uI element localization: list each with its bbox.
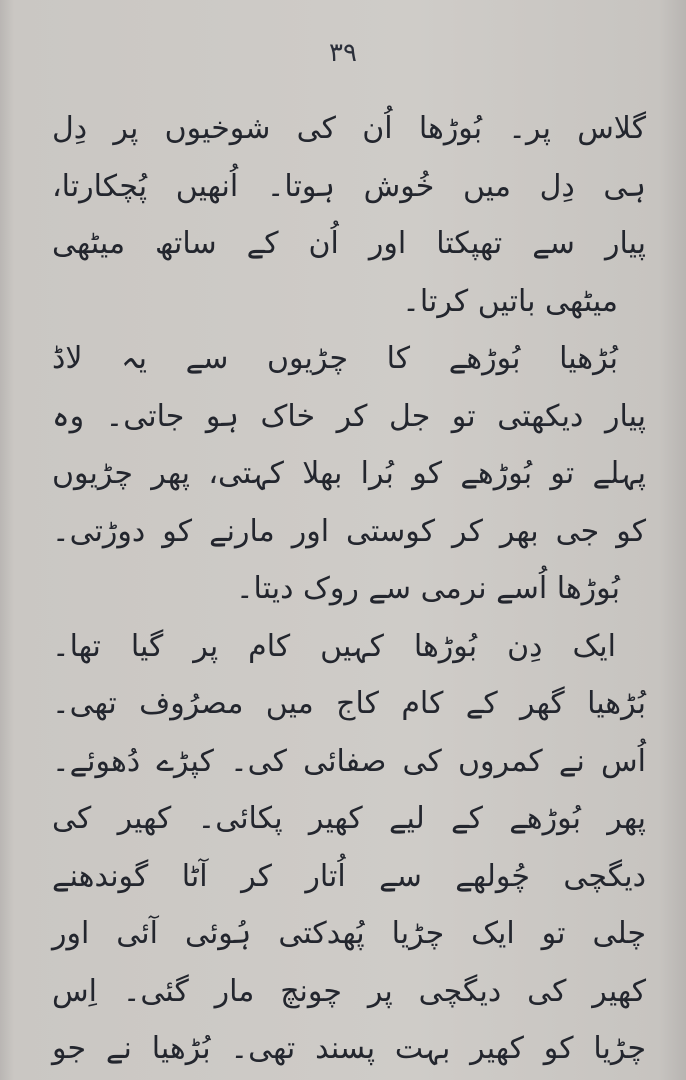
page-text (52, 100, 646, 1078)
text-line: بُوڑھا اُسے نرمی سے روک دیتا۔ (235, 571, 620, 606)
text-line: دیگچی چُولھے سے اُتار کر آٹا گوندھنے (52, 858, 646, 894)
text-line: اُس نے کمروں کی صفائی کی۔ کپڑے دُھوئے۔ (52, 743, 646, 779)
text-line: بُڑھیا بُوڑھے کا چڑیوں سے یہ لاڈ (52, 341, 618, 376)
text-line: کو جی بھر کر کوستی اور مارنے کو دوڑتی۔ (52, 513, 646, 549)
page-number: ۳۹ (329, 38, 357, 68)
text-line: ایک دِن بُوڑھا کہیں کام پر گیا تھا۔ (52, 628, 616, 664)
text-line: ہی دِل میں خُوش ہوتا۔ اُنھیں پُچکارتا، (52, 168, 646, 204)
text-line: پھر بُوڑھے کے لیے کھیر پکائی۔ کھیر کی (52, 801, 646, 836)
text-line: میٹھی باتیں کرتا۔ (402, 283, 618, 319)
text-line: کھیر کی دیگچی پر چونچ مار گئی۔ اِس (52, 973, 646, 1009)
text-line: پیار دیکھتی تو جل کر خاک ہو جاتی۔ وہ (52, 398, 646, 434)
text-line: چڑیا کو کھیر بہت پسند تھی۔ بُڑھیا نے جو (52, 1031, 646, 1066)
text-line: بُڑھیا گھر کے کام کاج میں مصرُوف تھی۔ (52, 686, 646, 721)
text-line: چلی تو ایک چڑیا پُھدکتی ہُوئی آئی اور (52, 916, 646, 951)
text-line: گلاس پر۔ بُوڑھا اُن کی شوخیوں پر دِل (52, 111, 646, 146)
text-line: پہلے تو بُوڑھے کو بُرا بھلا کہتی، پھر چڑیوں (52, 456, 646, 491)
text-line: پیار سے تھپکتا اور اُن کے ساتھ میٹھی (52, 226, 646, 261)
